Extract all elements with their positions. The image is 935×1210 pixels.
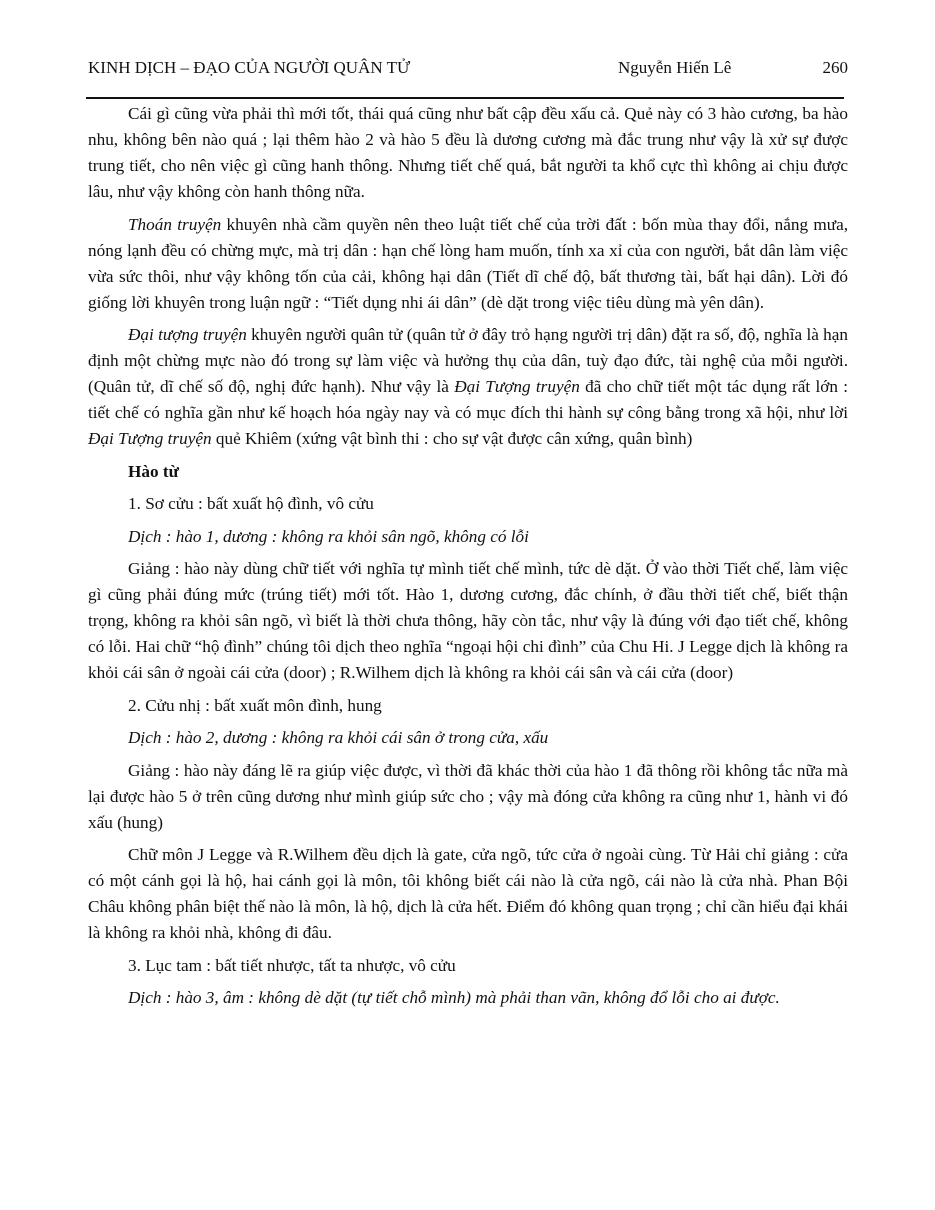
dai-tuong-truyen-term: Đại Tượng truyện (88, 429, 212, 448)
line-3-text: 3. Lục tam : bất tiết nhược, tất ta nhược, vô cửu (128, 955, 456, 975)
line-2-commentary: Giảng : hào này đáng lẽ ra giúp việc được, vì thời đã khác thời của hào 1 đã thông rồi không tắc nữa mà lại được hào 5 ở trên cũng dương như mình giúp sức cho ; vậy mà đóng cửa không ra cũng như 1, hành vi đó xấu (hung) (88, 760, 848, 832)
paragraph-text: quẻ Khiêm (xứng vật bình thi : cho sự vật được cân xứng, quân bình) (211, 429, 693, 448)
dai-tuong-truyen-term: Đại Tượng truyện (454, 377, 580, 396)
page-number: 260 (822, 58, 848, 77)
header-rule (86, 97, 844, 99)
paragraph-thoan-truyen (88, 212, 848, 316)
book-title: KINH DỊCH – ĐẠO CỦA NGƯỜI QUÂN TỬ (88, 58, 411, 77)
page-header (88, 58, 848, 82)
page-body (88, 101, 848, 1011)
paragraph-dai-tuong-truyen (88, 322, 848, 452)
line-2-note: Chữ môn J Legge và R.Wilhem đều dịch là gate, cửa ngõ, tức cửa ở ngoài cùng. Từ Hải chỉ giảng : cửa có một cánh gọi là hộ, hai cánh gọi là môn, tôi không biết cái nào là cửa ngõ, cái nào là cửa nhà. Phan Bội Châu không phân biệt thế nào là môn, là hộ, dịch là cửa hết. Điểm đó không quan trọng ; chỉ cần hiểu đại khái là không ra khỏi nhà, không đi đâu. (88, 845, 848, 942)
section-heading: Hào từ (128, 461, 179, 481)
paragraph-moderation: Cái gì cũng vừa phải thì mới tốt, thái quá cũng như bất cập đều xấu cả. Quẻ này có 3 hào cương, ba hào nhu, không bên nào quá ; lại thêm hào 2 và hào 5 đều là dương cương mà đắc trung như vậy là xử sự được trung tiết, cho nên việc gì cũng hanh thông. Nhưng tiết chế quá, bắt người ta khổ cực thì không ai chịu được lâu, như vậy không còn hanh thông nữa. (88, 104, 848, 201)
line-3-translation: Dịch : hào 3, âm : không dè dặt (tự tiết chỗ mình) mà phải than vãn, không đổ lỗi cho ai được. (128, 988, 780, 1007)
author-name: Nguyễn Hiến Lê (618, 58, 732, 77)
paragraph-text: khuyên nhà cầm quyền nên theo luật tiết chế của trời đất : bốn mùa thay đổi, nắng mưa, nóng lạnh đều có chừng mực, mà trị dân : hạn chế lòng ham muốn, tính xa xỉ của con người, bắt dân làm việc vừa sức thôi, như vậy không tốn của cải, không hại dân (Tiết dĩ chế độ, bất thương tài, bất hại dân). Lời đó giống lời khuyên trong luận ngữ : “Tiết dụng nhi ái dân” (dè dặt trong việc tiêu dùng mà yên dân). (88, 214, 848, 312)
thoan-truyen-term: Thoán truyện (128, 214, 222, 234)
line-2-text: 2. Cửu nhị : bất xuất môn đình, hung (128, 695, 382, 715)
line-1-commentary: Giảng : hào này dùng chữ tiết với nghĩa tự mình tiết chế mình, tức dè dặt. Ở vào thời Tiết chế, làm việc gì cũng phải đúng mức (trúng tiết) mới tốt. Hào 1, dương cương, đắc chính, ở đầu thời tiết chế, biết thận trọng, không ra khỏi sân ngõ, vì biết là thời chưa thông, hãy còn tắc, như vậy là đúng với đạo tiết chế, không có lỗi. Hai chữ “hộ đình” chúng tôi dịch theo nghĩa “ngoại hội chi đình” của Chu Hi. J Legge dịch là không ra khỏi cái sân ở ngoài cái cửa (door) ; R.Wilhem dịch là không ra khỏi cái sân và cái cửa (door) (88, 559, 848, 682)
line-1-translation: Dịch : hào 1, dương : không ra khỏi sân ngõ, không có lỗi (128, 526, 529, 546)
line-2-translation: Dịch : hào 2, dương : không ra khỏi cái sân ở trong cửa, xấu (128, 728, 549, 747)
paragraph-text: khuyên người quân tử (quân tử ở đây trỏ hạng người trị dân) đặt ra số, độ, nghĩa là hạn định một chừng mực nào đó trong sự làm việc và hưởng thụ của dân, tuỳ đạo đức, tài nghệ của mỗi người. (Quân tử, dĩ chế số độ, nghị đức hạnh). Như vậy là (88, 325, 848, 396)
line-1-text: 1. Sơ cửu : bất xuất hộ đình, vô cửu (128, 494, 374, 513)
dai-tuong-truyen-term: Đại tượng truyện (128, 325, 247, 344)
paragraph-text: đã cho chữ tiết một tác dụng rất lớn : tiết chế có nghĩa gần như kế hoạch hóa ngày nay và có mục đích thi hành sự công bằng trong xã hội, như lời (88, 377, 849, 422)
